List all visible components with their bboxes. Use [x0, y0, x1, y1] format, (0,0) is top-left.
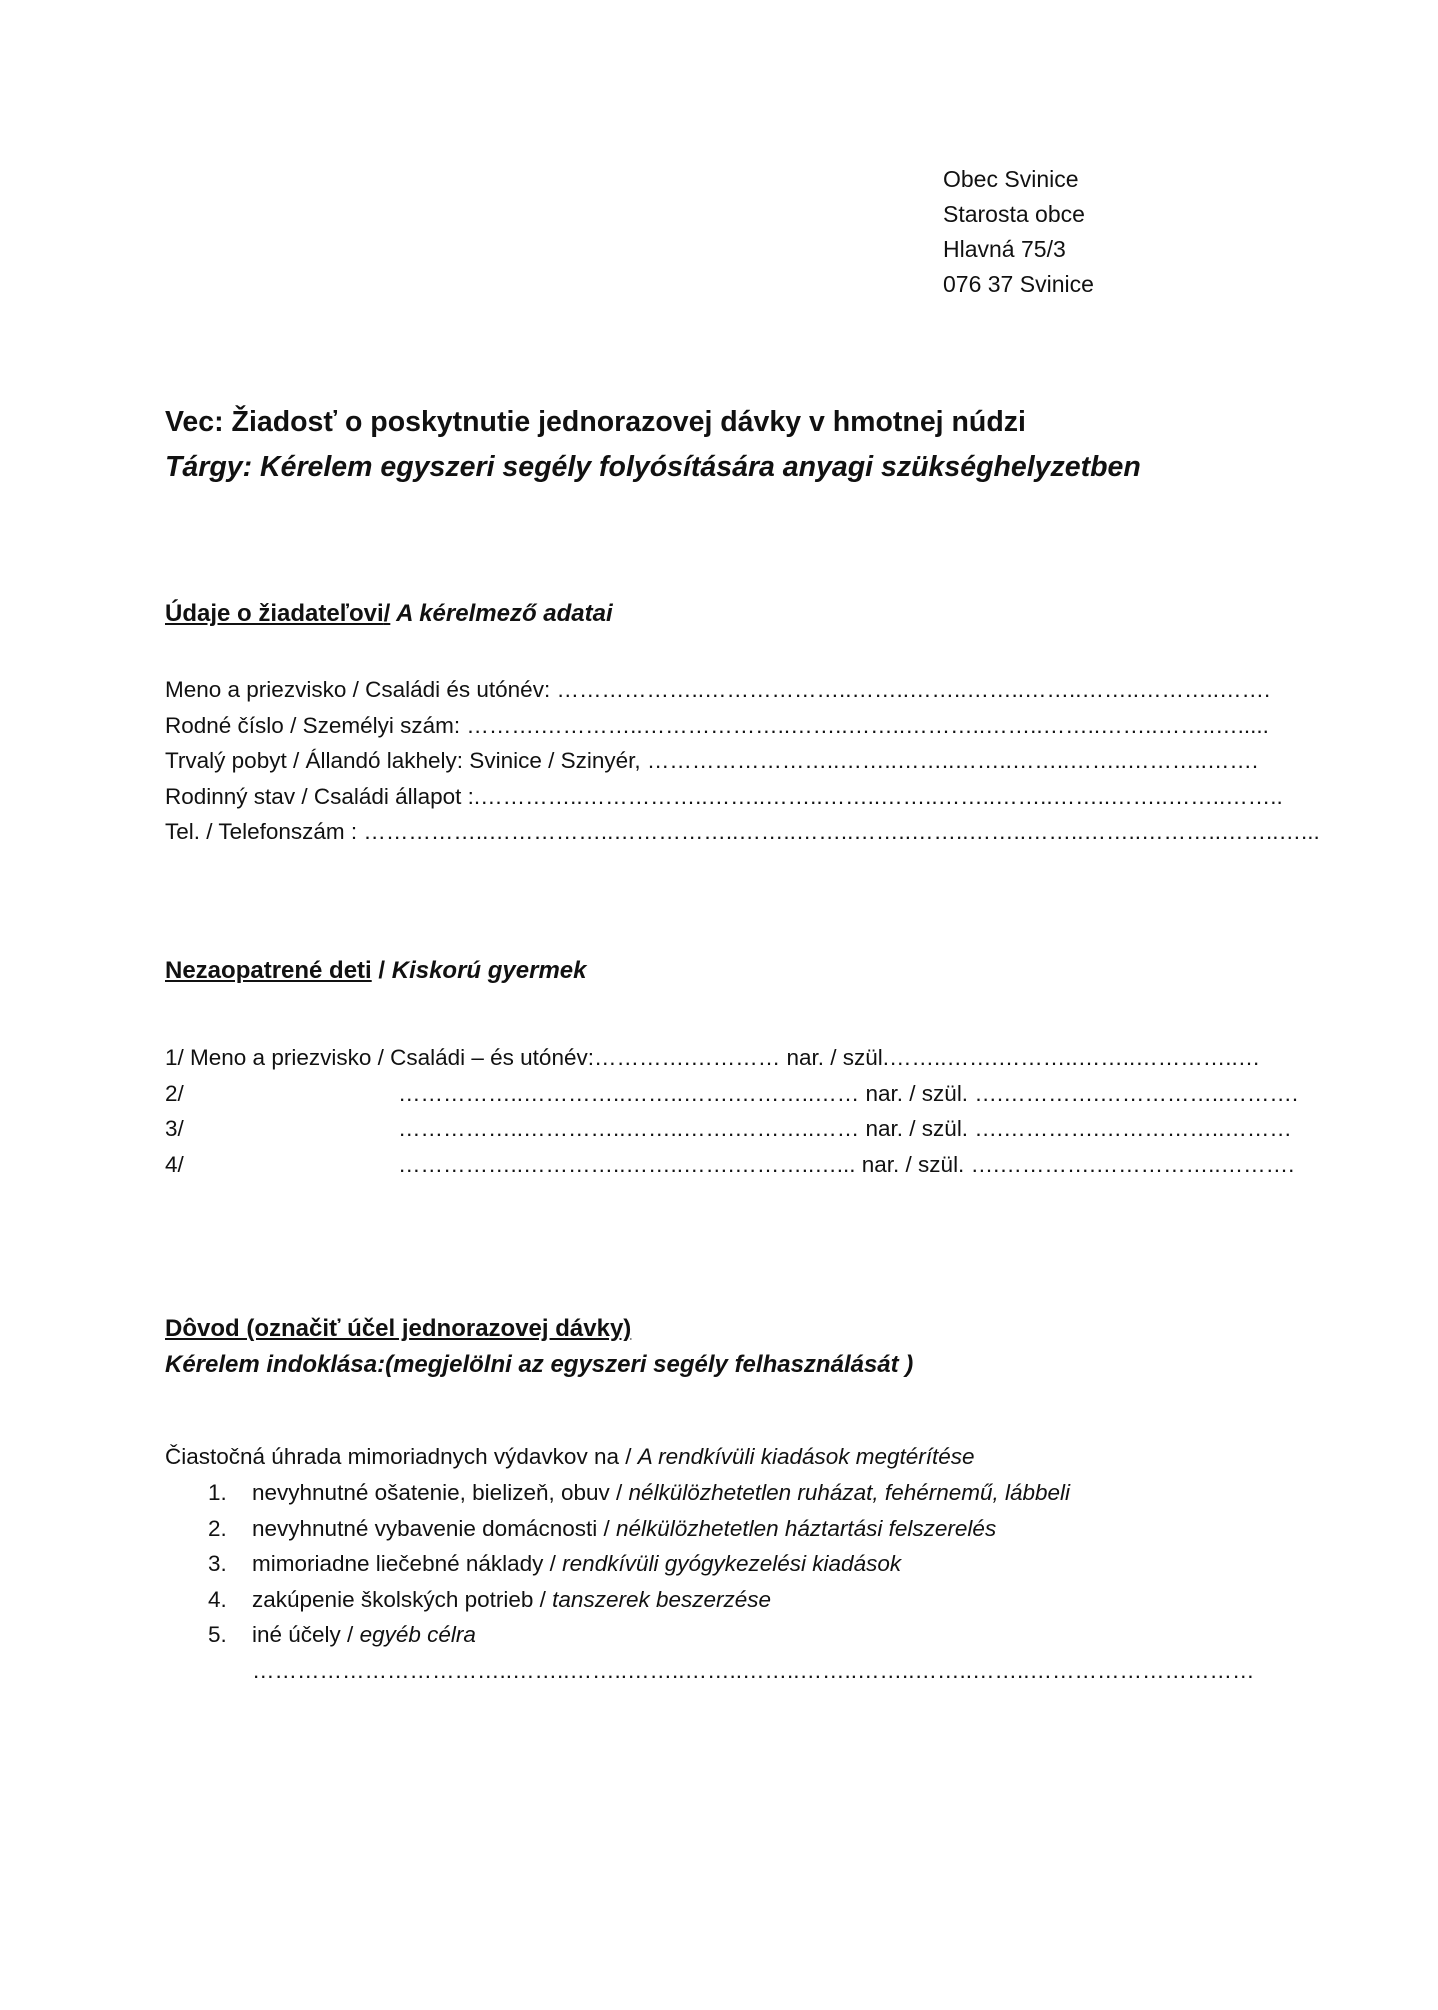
child-row-4-name[interactable] — [398, 1147, 1294, 1183]
reason-option-1-hu: nélkülözhetetlen ruházat, fehérnemű, lábbeli — [628, 1480, 1071, 1505]
reason-option-3-text — [252, 1546, 901, 1582]
subject-sk: Vec: Žiadosť o poskytnutie jednorazovej dávky v hmotnej núdzi — [165, 406, 1026, 438]
reason-option-5-num: 5. — [208, 1622, 227, 1647]
child-row-2-dots: ……………..…………..……..…….………..…… — [398, 1080, 860, 1106]
applicant-heading — [165, 596, 613, 632]
recipient-address — [943, 162, 1094, 302]
children-heading-hu: Kiskorú gyermek — [385, 957, 587, 984]
child-row-1-birth[interactable]: nar. / szül.……..…….………..……..…………..… — [780, 1045, 1261, 1070]
field-birth-number[interactable]: Rodné číslo / Személyi szám: ……….…………..………………..……..……..………..……..……..……..……..…..... — [165, 712, 1269, 738]
child-row-1-dots[interactable]: ………….………… — [593, 1045, 781, 1070]
reason-heading-hu: Kérelem indoklása:(megjelölni az egyszeri segély felhasználását ) — [165, 1351, 914, 1378]
applicant-heading-sk: Údaje o žiadateľovi — [165, 600, 384, 627]
child-row-3-num: 3/ — [165, 1116, 184, 1141]
reason-option-3-hu: rendkívüli gyógykezelési kiadások — [562, 1551, 902, 1576]
child-row-1-label: 1/ Meno a priezvisko / Családi – és utónév: — [165, 1045, 594, 1070]
child-row-1[interactable] — [165, 1040, 1275, 1076]
applicant-heading-sep: / — [383, 600, 391, 627]
reason-option-4-hu: tanszerek beszerzése — [552, 1586, 772, 1612]
child-row-3-birth: nar. / szül. ….………….……………..……… — [859, 1116, 1292, 1141]
child-row-2-num: 2/ — [165, 1080, 184, 1106]
child-row-3-dots: ……………..…………..……..…….………..…… — [398, 1116, 860, 1141]
child-row-2-birth: nar. / szül. ….………….……………..………. — [859, 1080, 1299, 1106]
reason-option-4-num: 4. — [208, 1586, 227, 1612]
reason-heading-sk: Dôvod (označiť účel jednorazovej dávky) — [165, 1315, 632, 1342]
child-row-3[interactable] — [165, 1111, 1292, 1147]
reason-option-5-hu: egyéb célra — [359, 1622, 476, 1647]
recipient-line-1: Obec Svinice — [943, 166, 1079, 192]
child-row-4[interactable] — [165, 1147, 1295, 1183]
child-row-3-name[interactable] — [398, 1111, 1292, 1147]
reason-intro-sk: Čiastočná úhrada mimoriadnych výdavkov na / — [165, 1444, 638, 1469]
reason-option-4-sk: zakúpenie školských potrieb / — [252, 1586, 553, 1612]
field-permanent-address[interactable]: Trvalý pobyt / Állandó lakhely: Svinice / Szinyér, ……………………..……..……..……..……..……..………..……. — [165, 748, 1259, 773]
children-list — [165, 1040, 1299, 1182]
reason-option-2-num: 2. — [208, 1515, 227, 1541]
subject-hu: Tárgy: Kérelem egyszeri segély folyósítására anyagi szükséghelyzetben — [165, 451, 1141, 483]
subject-block — [165, 400, 1141, 490]
child-row-4-num: 4/ — [165, 1151, 184, 1177]
recipient-line-3: Hlavná 75/3 — [943, 236, 1066, 262]
reason-heading — [165, 1311, 913, 1383]
reason-option-2-sk: nevyhnutné vybavenie domácnosti / — [252, 1515, 616, 1541]
reason-option-3-sk: mimoriadne liečebné náklady / — [252, 1551, 563, 1576]
reason-option-2-hu: nélkülözhetetlen háztartási felszerelés — [615, 1515, 997, 1541]
child-row-2-name[interactable] — [398, 1076, 1298, 1112]
recipient-line-4: 076 37 Svinice — [943, 271, 1094, 297]
reason-other-dots[interactable]: ……………………………..……..……..……..……..……..……..……..……..……..………………………… — [252, 1657, 1255, 1683]
reason-option-1-text — [252, 1475, 1070, 1511]
reason-option-3-num: 3. — [208, 1551, 227, 1576]
applicant-heading-hu: A kérelmező adatai — [390, 600, 613, 627]
field-name[interactable]: Meno a priezvisko / Családi és utónév: ………………..………………..……..……..……..……..……..………..……. — [165, 677, 1271, 702]
applicant-fields — [165, 672, 1320, 850]
child-row-4-birth: nar. / szül. ….………….……………..………. — [855, 1151, 1295, 1177]
reason-option-1-sk: nevyhnutné ošatenie, bielizeň, obuv / — [252, 1480, 629, 1505]
reason-intro-hu: A rendkívüli kiadások megtérítése — [637, 1444, 975, 1469]
reason-option-5-sk: iné účely / — [252, 1622, 360, 1647]
children-heading-sep: / — [371, 957, 386, 984]
reason-option-2-text — [252, 1511, 996, 1547]
child-row-4-dots: ……………..…………..……..…….………..…... — [398, 1151, 856, 1177]
children-heading-sk: Nezaopatrené deti — [165, 957, 372, 984]
child-row-2[interactable] — [165, 1076, 1299, 1112]
reason-option-4-text — [252, 1582, 771, 1618]
reason-option-5-text — [252, 1617, 476, 1653]
recipient-line-2: Starosta obce — [943, 201, 1085, 227]
reason-intro — [165, 1439, 975, 1475]
reason-option-1-num: 1. — [208, 1480, 227, 1505]
children-heading — [165, 953, 586, 989]
field-marital-status[interactable]: Rodinný stav / Családi állapot :.…………..……………..……..……..……..……..……..……..……..……..……..…….. — [165, 783, 1283, 809]
field-phone[interactable]: Tel. / Telefonszám : ……………..……………..……………..……..……..……..……..……..……..……..………..……..…... — [165, 819, 1320, 844]
